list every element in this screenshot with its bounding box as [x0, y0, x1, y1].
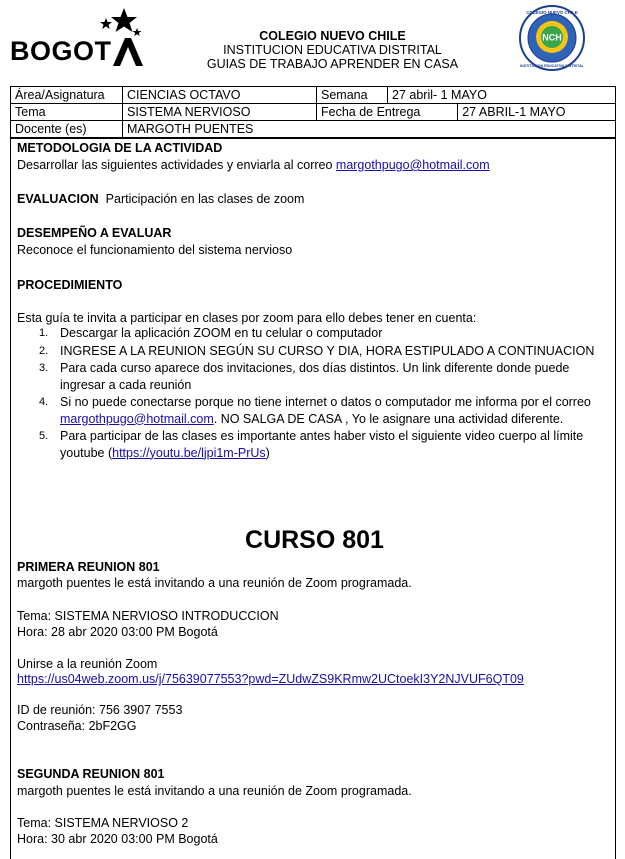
info-table — [10, 86, 616, 138]
fecha-label: Fecha de Entrega — [317, 104, 458, 121]
desempeno-heading: DESEMPEÑO A EVALUAR — [17, 226, 172, 240]
meeting1-join-label: Unirse a la reunión Zoom — [17, 657, 158, 671]
meeting1-heading: PRIMERA REUNION 801 — [17, 560, 160, 574]
step-text: Para cada curso aparece dos invitaciones, dos días distintos. Un link diferente donde puede ingresar a cada reunión — [60, 361, 570, 392]
school-type: INSTITUCION EDUCATIVA DISTRITAL — [223, 43, 442, 57]
list-item — [17, 394, 607, 427]
step-text: . NO SALGA DE CASA , Yo le asignare una actividad diferente. — [213, 411, 564, 426]
step-text: INGRESE A LA REUNION SEGÚN SU CURSO Y DIA, HORA ESTIPULADO A CONTINUACION — [60, 343, 595, 358]
list-item — [17, 360, 607, 393]
seal-top-text: COLEGIO NUEVO CHILE — [526, 10, 578, 15]
step-number: 2. — [39, 344, 49, 357]
logo-text: BOGOT — [10, 36, 112, 66]
table-row — [11, 104, 616, 121]
meeting2-invite: margoth puentes le está invitando a una reunión de Zoom programada. — [17, 784, 412, 798]
tema-label: Tema — [11, 104, 123, 121]
metodologia-text — [17, 157, 490, 173]
curso-title: CURSO 801 — [245, 526, 384, 554]
docente-value: MARGOTH PUENTES — [123, 121, 616, 138]
list-item — [17, 325, 607, 342]
header — [10, 4, 615, 82]
activity-section — [10, 138, 616, 859]
list-item — [17, 343, 607, 360]
step-text: ) — [265, 445, 270, 460]
meeting1-tema: Tema: SISTEMA NERVIOSO INTRODUCCION — [17, 609, 279, 623]
meeting1-hora: Hora: 28 abr 2020 03:00 PM Bogotá — [17, 625, 218, 639]
meeting2-heading: SEGUNDA REUNION 801 — [17, 767, 165, 781]
logo-a-shape — [111, 37, 145, 67]
evaluacion-text: Participación en las clases de zoom — [105, 192, 305, 206]
meeting2-tema: Tema: SISTEMA NERVIOSO 2 — [17, 816, 189, 830]
semana-label: Semana — [317, 87, 388, 104]
table-row — [11, 87, 616, 104]
docente-label: Docente (es) — [11, 121, 123, 138]
list-item — [17, 428, 607, 461]
seal-bottom-text: INSTITUCION EDUCATIVA DISTRITAL — [520, 64, 584, 68]
tema-value: SISTEMA NERVIOSO — [123, 104, 317, 121]
guide-title: GUIAS DE TRABAJO APRENDER EN CASA — [206, 57, 459, 71]
meeting1-password: Contraseña: 2bF2GG — [17, 719, 137, 733]
school-seal-icon — [518, 4, 586, 72]
area-value: CIENCIAS OCTAVO — [123, 87, 317, 104]
evaluacion-heading: EVALUACION — [17, 192, 99, 206]
school-info — [190, 29, 475, 71]
meeting1-join-link[interactable]: https://us04web.zoom.us/j/75639077553?pwd=ZUdwZS9KRmw2UCtoekI3Y2NJVUF6QT09 — [17, 672, 524, 686]
step-text: Descargar la aplicación ZOOM en tu celular o computador — [60, 326, 383, 340]
step-text: Si no puede conectarse porque no tiene internet o datos o computador me informa por el correo — [60, 395, 591, 409]
school-name: COLEGIO NUEVO CHILE — [259, 29, 406, 43]
semana-value: 27 abril- 1 MAYO — [388, 87, 616, 104]
youtube-link[interactable]: https://youtu.be/ljpi1m-PrUs — [112, 445, 266, 460]
metodologia-text-body: Desarrollar las siguientes actividades y enviarla al correo — [17, 158, 336, 172]
desempeno-text: Reconoce el funcionamiento del sistema nervioso — [17, 243, 293, 257]
step-number: 5. — [39, 430, 49, 442]
step-number: 1. — [39, 327, 49, 339]
steps-list — [17, 325, 607, 462]
meeting2-hora: Hora: 30 abr 2020 03:00 PM Bogotá — [17, 832, 218, 846]
email-link[interactable]: margothpugo@hotmail.com — [335, 158, 490, 172]
seal-center-text: NCH — [542, 32, 562, 43]
metodologia-heading: METODOLOGIA DE LA ACTIVIDAD — [17, 141, 223, 155]
area-label: Área/Asignatura — [11, 87, 123, 104]
meeting1-invite: margoth puentes le está invitando a una reunión de Zoom programada. — [17, 576, 412, 590]
procedimiento-intro: Esta guía te invita a participar en clases por zoom para ello debes tener en cuenta: — [17, 311, 477, 325]
email-link[interactable]: margothpugo@hotmail.com — [60, 411, 214, 426]
fecha-value: 27 ABRIL-1 MAYO — [458, 104, 616, 121]
table-row — [11, 121, 616, 138]
procedimiento-heading: PROCEDIMIENTO — [17, 278, 123, 292]
step-text: Para participar de las clases es importante antes haber visto el siguiente video cuerpo al límite youtube ( — [60, 429, 584, 460]
bogota-logo — [10, 6, 145, 70]
evaluacion-line — [17, 191, 304, 207]
step-number: 4. — [39, 396, 49, 408]
meeting1-id: ID de reunión: 756 3907 7553 — [17, 703, 183, 717]
step-number: 3. — [39, 362, 49, 374]
